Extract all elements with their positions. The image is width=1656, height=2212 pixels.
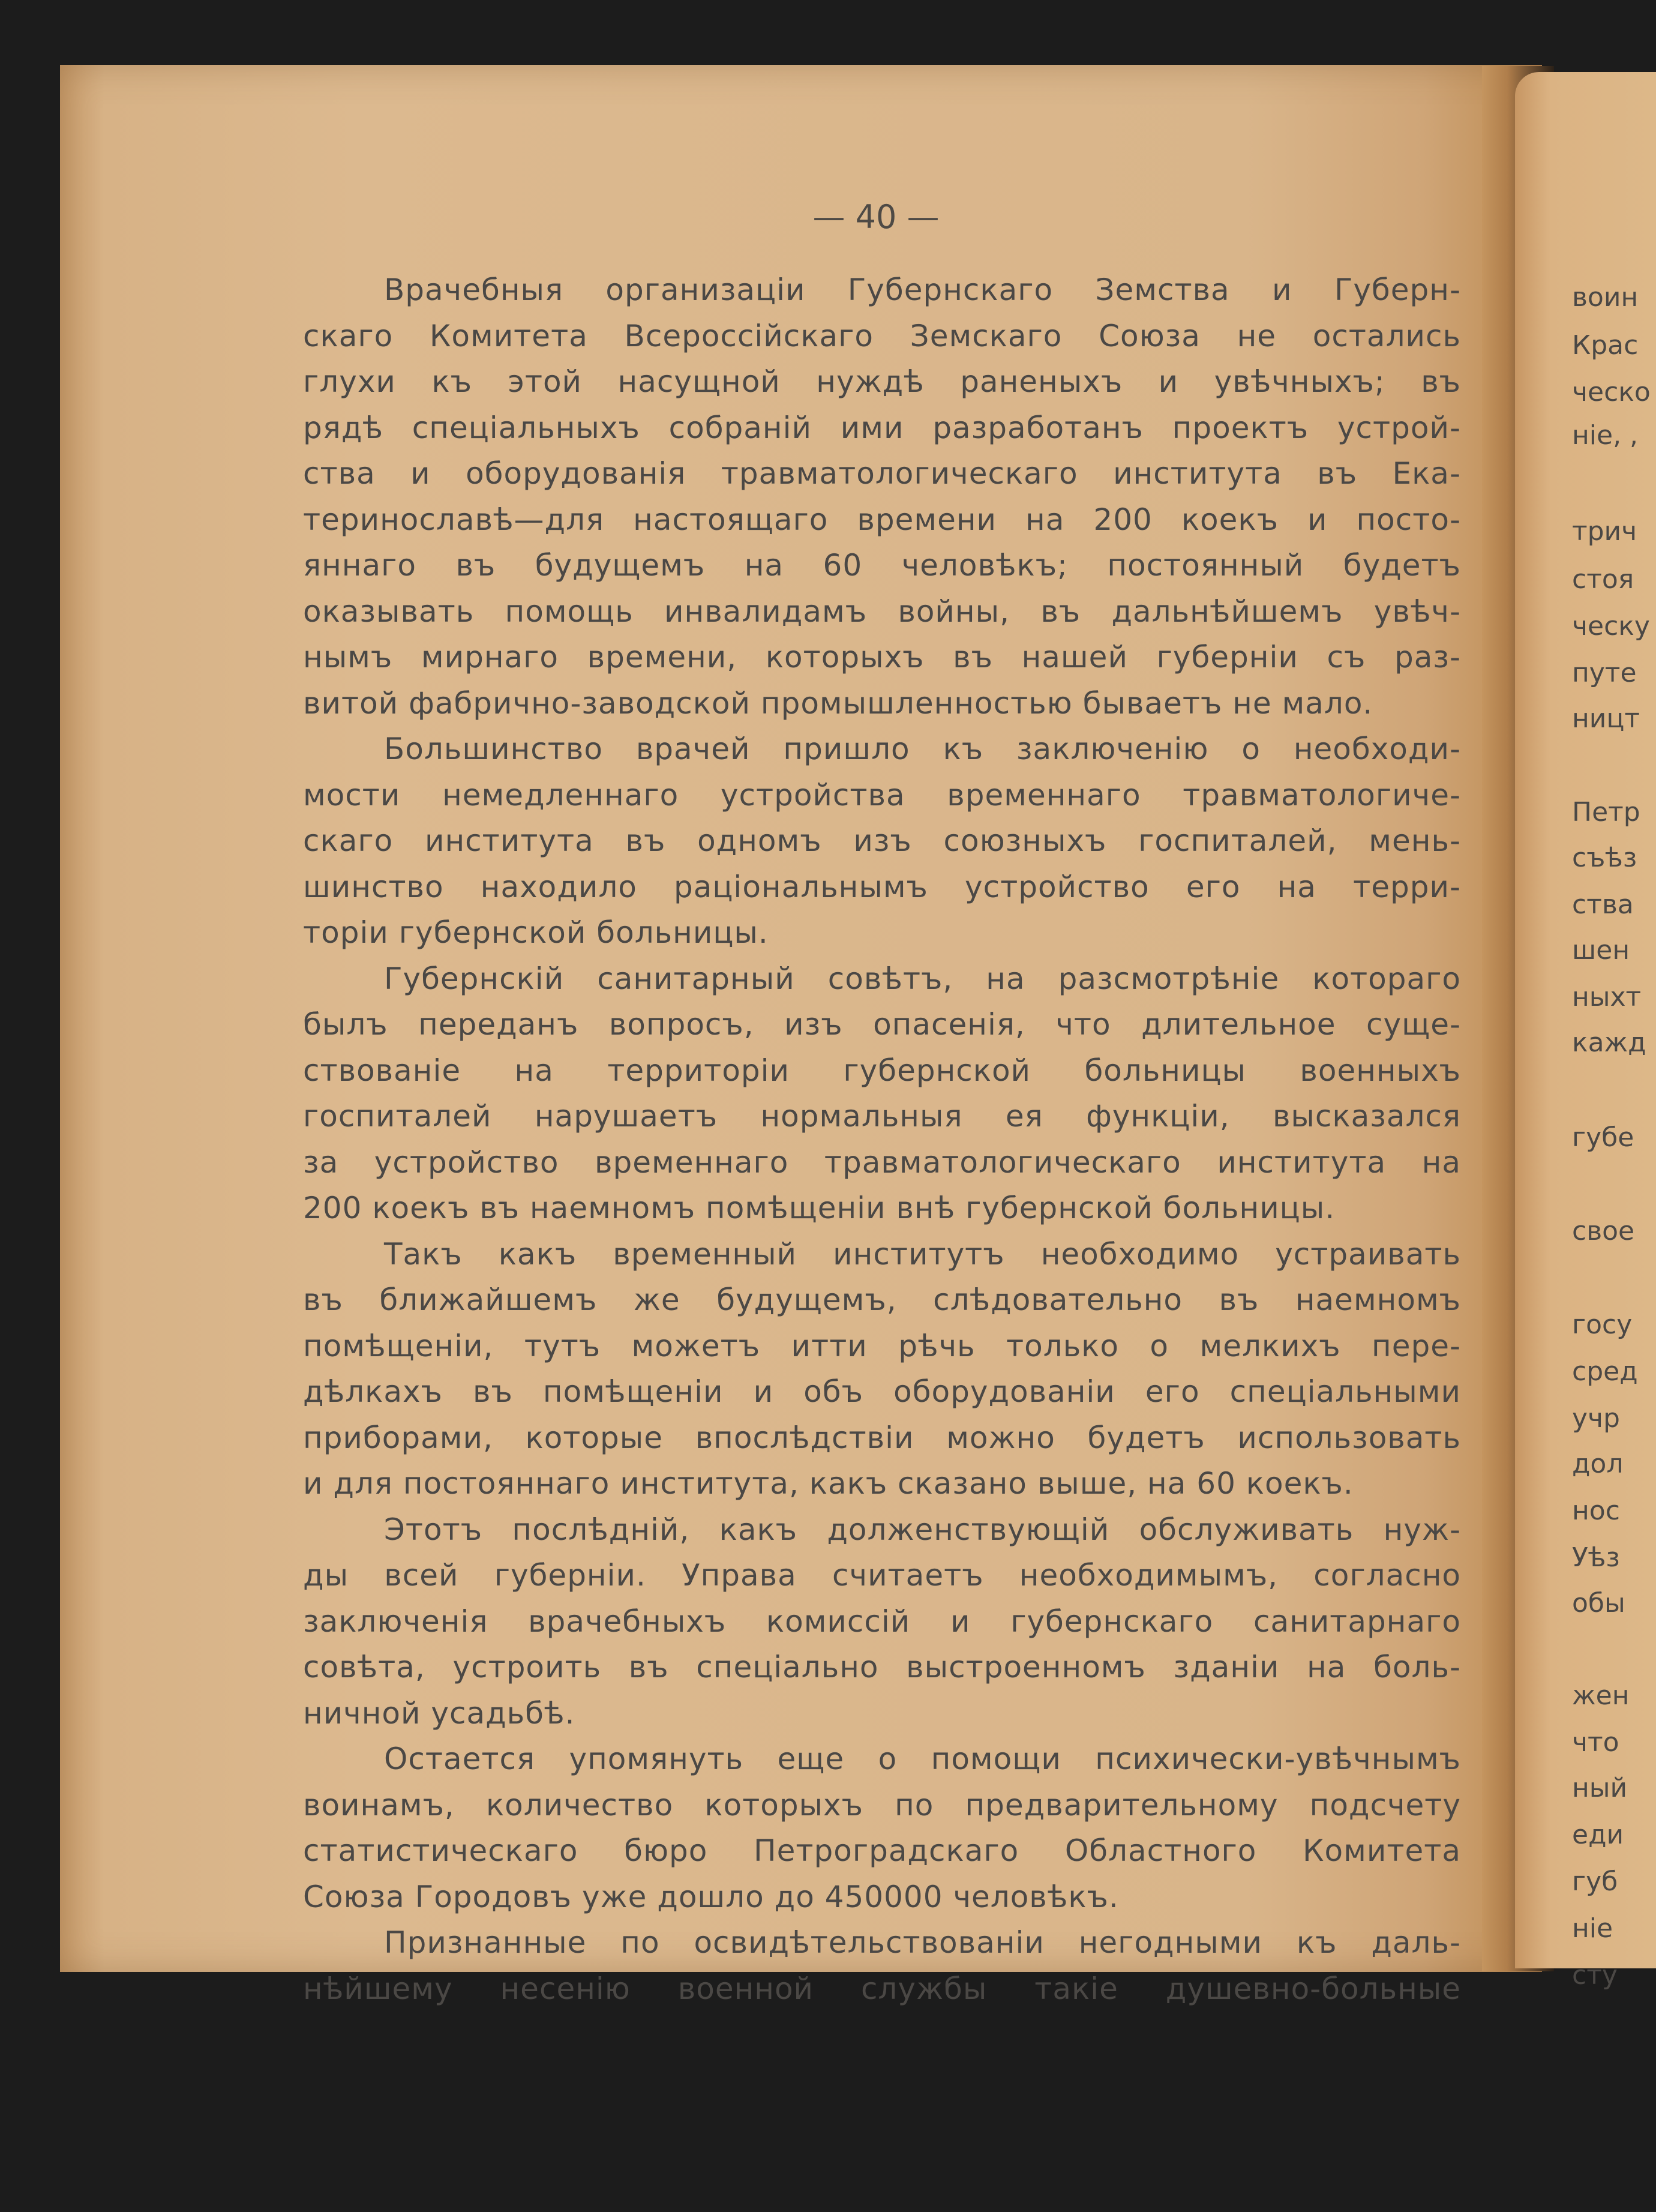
right-page-fragment: нiе, , [1572,420,1639,451]
page-number: — 40 — [812,198,940,236]
text-line: мости немедленнаго устройства временнаго травматологиче- [303,777,1461,813]
right-page-fragment: губе [1572,1122,1634,1153]
text-line: ства и оборудованiя травматологическаго института въ Ека- [303,456,1461,491]
right-page-fragment: нiе [1572,1913,1613,1944]
text-line: Врачебныя организацiи Губернскаго Земства и Губерн- [384,272,1461,307]
right-page-text [1572,0,1656,2212]
text-line: Большинство врачей пришло къ заключенiю о необходи- [384,732,1461,766]
right-page-fragment: Уѣз [1572,1542,1620,1573]
text-line: въ ближайшемъ же будущемъ, слѣдовательно въ наемномъ [303,1282,1461,1317]
text-line: статистическаго бюро Петроградскаго Областного Комитета [303,1833,1461,1868]
text-line: воинамъ, количество которыхъ по предварительному подсчету [303,1787,1461,1823]
text-line: шинство находило рацiональнымъ устройство его на терри- [303,869,1461,904]
right-page-fragment: ческо [1572,377,1651,407]
text-line: ствованiе на территорiи губернской больницы военныхъ [303,1053,1461,1088]
right-page-fragment: трич [1572,516,1637,547]
right-page-fragment: нос [1572,1495,1620,1526]
text-line: 200 коекъ въ наемномъ помѣщенiи внѣ губернской больницы. [303,1191,1336,1225]
text-line: теринославѣ—для настоящаго времени на 200 коекъ и посто- [303,502,1461,537]
text-line: Признанные по освидѣтельствованiи негодными къ даль- [384,1925,1461,1960]
text-line: заключенiя врачебныхъ комиссiй и губернскаго санитарнаго [303,1603,1461,1639]
text-line: нѣйшему несенiю военной службы такiе душевно-больные [303,1971,1461,2006]
right-page-fragment: съѣз [1572,843,1637,873]
text-line: скаго Комитета Всероссiйскаго Земскаго Союза не остались [303,318,1461,353]
text-line: приборами, которые впослѣдствiи можно будетъ использовать [303,1420,1461,1455]
right-page-fragment: что [1572,1727,1619,1758]
text-line: помѣщенiи, тутъ можетъ итти рѣчь только о мелкихъ пере- [303,1328,1461,1363]
right-page-fragment: обы [1572,1588,1625,1618]
right-page-fragment: госу [1572,1309,1633,1340]
text-line: Этотъ послѣднiй, какъ долженствующiй обслуживать нуж- [384,1512,1461,1547]
text-line: скаго института въ одномъ изъ союзныхъ госпиталей, мень- [303,823,1461,858]
text-line: и для постояннаго института, какъ сказано выше, на 60 коекъ. [303,1466,1354,1501]
text-line: яннаго въ будущемъ на 60 человѣкъ; постоянный будетъ [303,548,1461,583]
right-page-fragment: Петр [1572,797,1640,828]
right-page-fragment: свое [1572,1216,1635,1246]
text-line: рядѣ спецiальныхъ собранiй ими разработанъ проектъ устрой- [303,410,1461,445]
right-page-fragment: Крас [1572,330,1639,361]
text-line: ничной усадьбѣ. [303,1695,575,1731]
right-page-fragment: кажд [1572,1027,1646,1058]
right-page-fragment: воин [1572,282,1639,313]
text-line: госпиталей нарушаетъ нормальныя ея функцiи, высказался [303,1099,1461,1134]
right-page-fragment: губ [1572,1866,1618,1897]
text-line: ды всей губернiи. Управа считаетъ необходимымъ, согласно [303,1558,1461,1593]
right-page-fragment: шен [1572,935,1630,966]
right-page-fragment: ныхт [1572,982,1642,1012]
right-page-fragment: учр [1572,1403,1620,1434]
right-page-fragment: ный [1572,1773,1628,1803]
right-page-fragment: сред [1572,1356,1638,1387]
right-page-fragment: дол [1572,1449,1624,1479]
right-page-fragment: ческу [1572,611,1650,642]
text-line: нымъ мирнаго времени, которыхъ въ нашей губернiи съ раз- [303,640,1461,675]
right-page-fragment: стоя [1572,564,1634,595]
text-line: оказывать помощь инвалидамъ войны, въ дальнѣйшемъ увѣч- [303,594,1461,629]
body-text [303,267,1461,2012]
text-line: Такъ какъ временный институтъ необходимо устраивать [384,1236,1461,1272]
text-line: дѣлкахъ въ помѣщенiи и объ оборудованiи его спецiальными [303,1374,1461,1409]
right-page-fragment: ства [1572,889,1634,920]
right-page-fragment: еди [1572,1820,1624,1850]
text-line: витой фабрично-заводской промышленностью бываетъ не мало. [303,685,1373,721]
text-line: глухи къ этой насущной нуждѣ раненыхъ и увѣчныхъ; въ [303,364,1461,399]
text-line: Остается упомянуть еще о помощи психически-увѣчнымъ [384,1742,1461,1776]
text-line: Союза Городовъ уже дошло до 450000 человѣкъ. [303,1879,1119,1914]
right-page-fragment: путе [1572,658,1637,688]
right-page-fragment: ницт [1572,703,1640,734]
right-page-fragment: жен [1572,1680,1630,1711]
text-line: Губернскiй санитарный совѣтъ, на разсмотрѣнiе котораго [384,961,1461,996]
text-line: за устройство временнаго травматологическаго института на [303,1144,1461,1180]
text-line: торiи губернской больницы. [303,915,769,950]
right-page-fragment: сту [1572,1960,1618,1991]
text-line: совѣта, устроить въ спецiально выстроенномъ зданiи на боль- [303,1650,1461,1685]
text-line: былъ переданъ вопросъ, изъ опасенiя, что длительное суще- [303,1007,1461,1042]
